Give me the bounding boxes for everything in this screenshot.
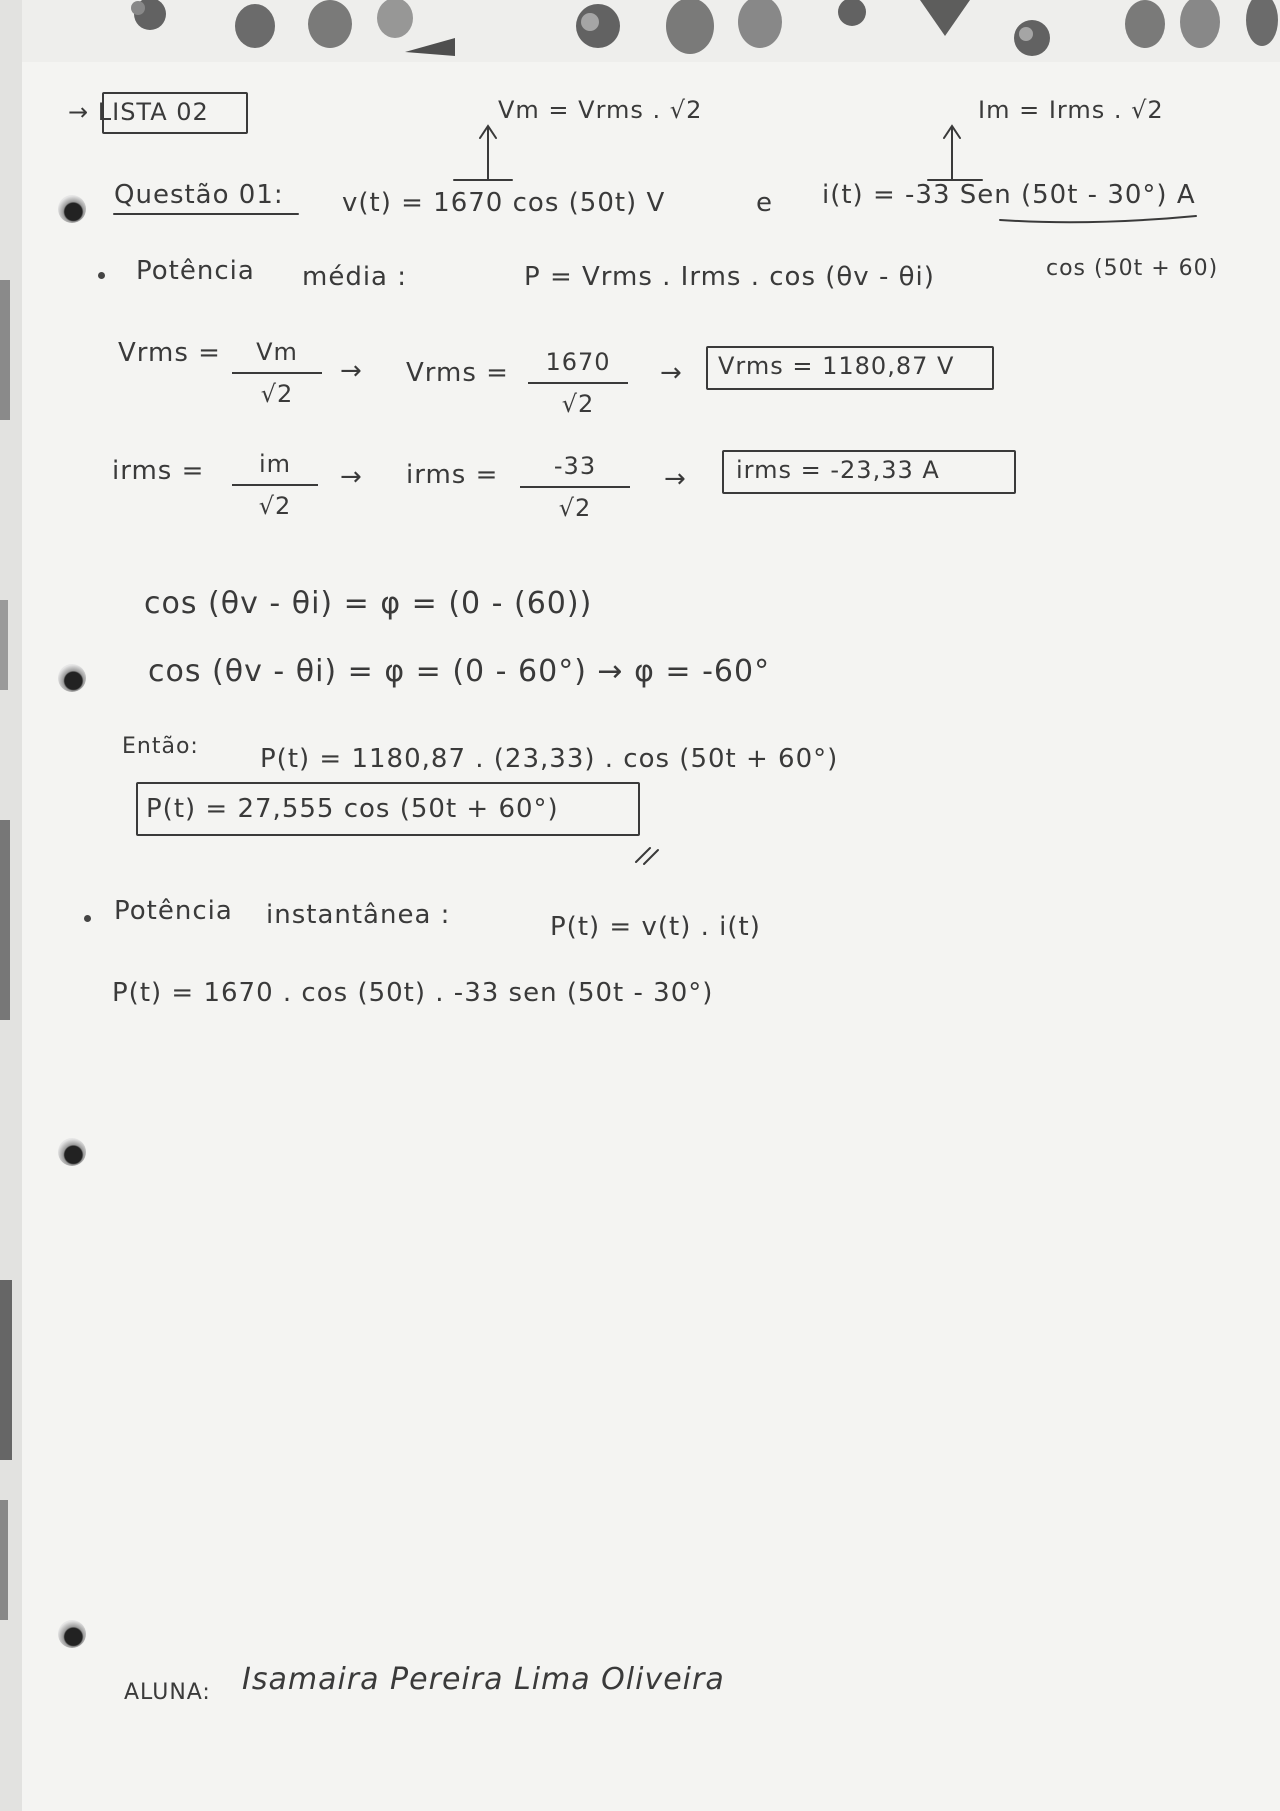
cos-conversion: cos (50t + 60) [1046, 256, 1219, 281]
arrow: → [340, 462, 363, 492]
vm-formula: Vm = Vrms . √2 [498, 96, 703, 124]
instant-power-expression: P(t) = 1670 . cos (50t) . -33 sen (50t - 30°) [112, 978, 714, 1008]
irms-fraction-2: -33 √2 [520, 452, 630, 522]
irms-lhs-2: irms = [406, 460, 499, 490]
vrms-result: Vrms = 1180,87 V [718, 352, 955, 380]
vrms-fraction: Vm √2 [232, 338, 322, 408]
phase-line-1: cos (θv - θi) = φ = (0 - (60)) [144, 586, 593, 621]
student-name: Isamaira Pereira Lima Oliveira [242, 1662, 725, 1697]
section-title-average-power: Potência [136, 256, 255, 286]
underline-sen-term [1000, 216, 1196, 222]
conjunction: e [756, 188, 773, 218]
instant-power-formula: P(t) = v(t) . i(t) [550, 912, 761, 942]
current-expression: i(t) = -33 Sen (50t - 30°) A [822, 180, 1196, 210]
irms-lhs: irms = [112, 456, 205, 486]
phase-line-2: cos (θv - θi) = φ = (0 - 60°) → φ = -60° [148, 654, 771, 689]
section-title-instant-power: Potência [114, 896, 233, 926]
vrms-fraction-2: 1670 √2 [528, 348, 628, 418]
vrms-lhs: Vrms = [118, 338, 221, 368]
list-label: → LISTA 02 [68, 98, 209, 126]
arrow: → [340, 356, 363, 386]
student-label: ALUNA: [124, 1680, 211, 1705]
irms-result: irms = -23,33 A [736, 456, 940, 484]
voltage-expression: v(t) = 1670 cos (50t) V [342, 188, 666, 218]
arrow: → [664, 464, 687, 494]
average-power-formula: P = Vrms . Irms . cos (θv - θi) [524, 262, 935, 292]
im-formula: Im = Irms . √2 [978, 96, 1164, 124]
section-title-instant-power-2: instantânea : [266, 900, 451, 930]
then-label: Então: [122, 734, 199, 759]
irms-fraction: im √2 [232, 450, 318, 520]
arrow: → [660, 358, 683, 388]
section-title-average-power-2: média : [302, 262, 408, 292]
pt-expression: P(t) = 1180,87 . (23,33) . cos (50t + 60°) [260, 744, 839, 774]
vrms-lhs-2: Vrms = [406, 358, 509, 388]
question-label: Questão 01: [114, 180, 284, 210]
pt-result: P(t) = 27,555 cos (50t + 60°) [146, 794, 559, 824]
